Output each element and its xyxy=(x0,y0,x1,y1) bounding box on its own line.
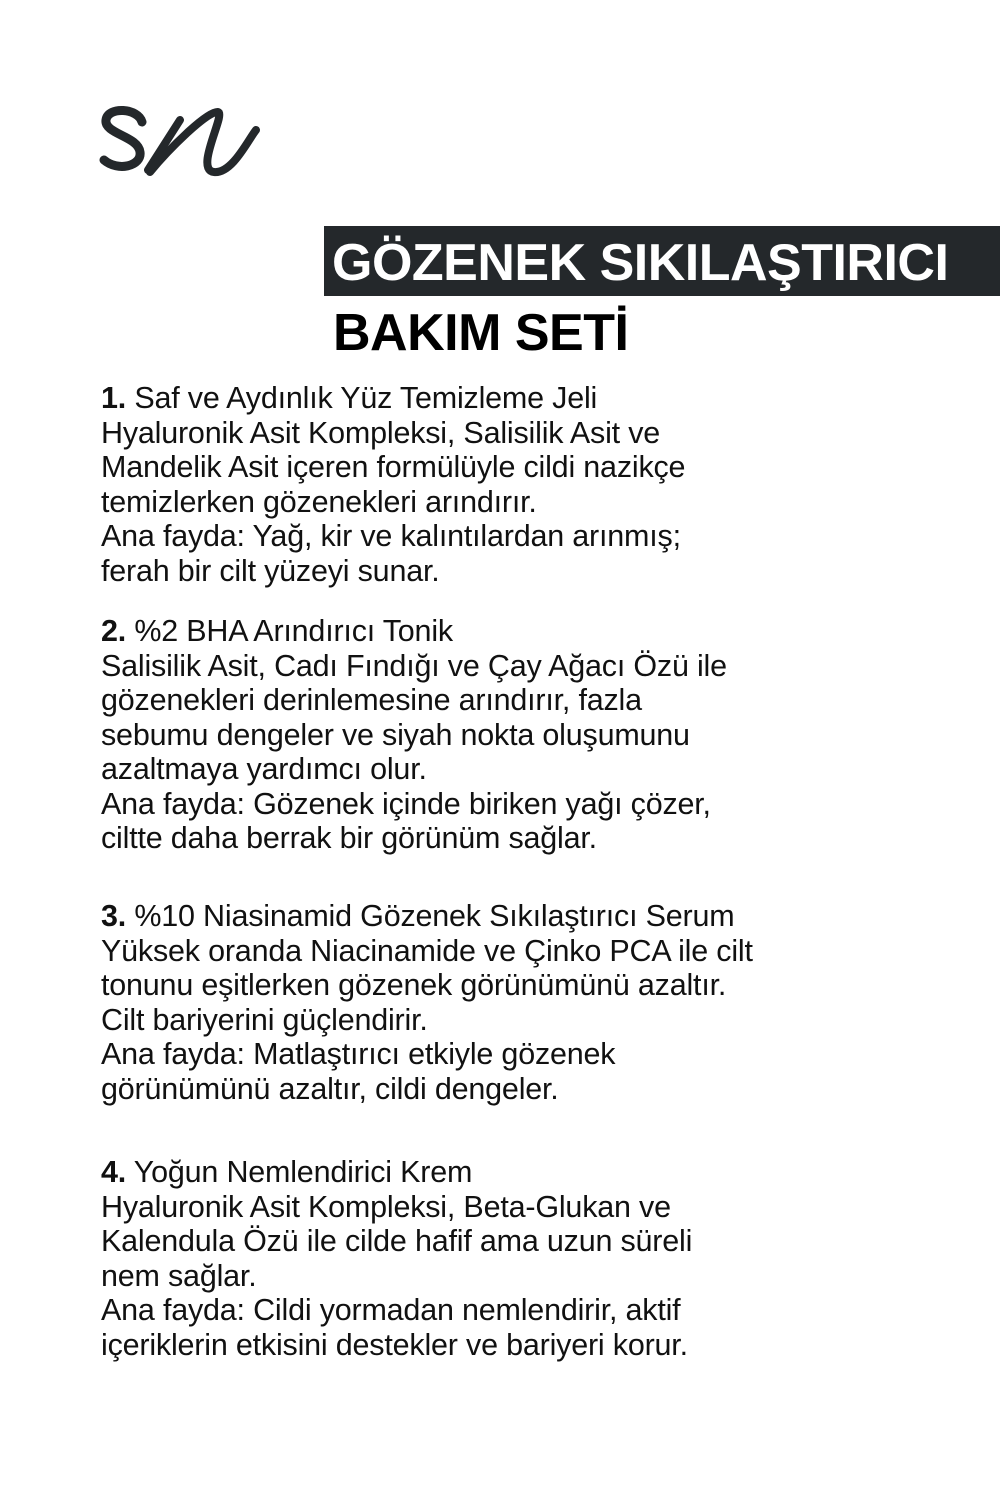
description-line: Kalendula Özü ile cilde hafif ama uzun süreli xyxy=(101,1224,693,1258)
item-number: 2. xyxy=(101,614,127,648)
benefit-line: Ana fayda: Matlaştırıcı etkiyle gözenek xyxy=(101,1037,616,1071)
product-item-1 xyxy=(101,381,981,588)
page-title-line2: BAKIM SETİ xyxy=(333,304,629,362)
product-name: %10 Niasinamid Gözenek Sıkılaştırıcı Serum xyxy=(126,899,735,933)
product-heading xyxy=(101,614,981,649)
description-line: nem sağlar. xyxy=(101,1258,257,1293)
description-line: tonunu eşitlerken gözenek görünümünü azaltır. xyxy=(101,968,727,1002)
description-line: Yüksek oranda Niacinamide ve Çinko PCA ile cilt xyxy=(101,933,753,968)
description-line: Hyaluronik Asit Kompleksi, Beta-Glukan ve xyxy=(101,1189,671,1224)
product-heading xyxy=(101,899,981,934)
item-number: 1. xyxy=(101,381,127,415)
page-title-line1: GÖZENEK SIKILAŞTIRICI xyxy=(332,234,949,292)
brand-logo-icon xyxy=(98,100,268,190)
description-line: Salisilik Asit, Cadı Fındığı ve Çay Ağacı Özü ile xyxy=(101,648,727,683)
item-number: 4. xyxy=(101,1155,127,1189)
description-line: Hyaluronik Asit Kompleksi, Salisilik Asit ve xyxy=(101,415,661,450)
item-number: 3. xyxy=(101,899,127,933)
benefit-line: görünümünü azaltır, cildi dengeler. xyxy=(101,1071,559,1106)
description-line: Cilt bariyerini güçlendirir. xyxy=(101,1002,428,1037)
product-item-4 xyxy=(101,1155,981,1362)
product-item-2 xyxy=(101,614,981,856)
benefit-line: ferah bir cilt yüzeyi sunar. xyxy=(101,553,440,588)
product-heading xyxy=(101,1155,981,1190)
product-name: Yoğun Nemlendirici Krem xyxy=(126,1155,473,1189)
description-line: sebumu dengeler ve siyah nokta oluşumunu xyxy=(101,717,690,752)
benefit-line: Ana fayda: Cildi yormadan nemlendirir, aktif xyxy=(101,1293,681,1327)
product-heading xyxy=(101,381,981,416)
benefit-line: ciltte daha berrak bir görünüm sağlar. xyxy=(101,821,597,855)
benefit-line: Ana fayda: Gözenek içinde biriken yağı çözer, xyxy=(101,786,711,821)
description-line: gözenekleri derinlemesine arındırır, fazla xyxy=(101,683,642,717)
description-line: Mandelik Asit içeren formülüyle cildi nazikçe xyxy=(101,450,686,484)
description-line: temizlerken gözenekleri arındırır. xyxy=(101,484,537,519)
description-line: azaltmaya yardımcı olur. xyxy=(101,752,427,786)
product-name: Saf ve Aydınlık Yüz Temizleme Jeli xyxy=(126,381,598,415)
benefit-line: içeriklerin etkisini destekler ve bariyeri korur. xyxy=(101,1327,688,1362)
benefit-line: Ana fayda: Yağ, kir ve kalıntılardan arınmış; xyxy=(101,519,681,553)
product-item-3 xyxy=(101,899,981,1106)
product-name: %2 BHA Arındırıcı Tonik xyxy=(126,614,453,648)
